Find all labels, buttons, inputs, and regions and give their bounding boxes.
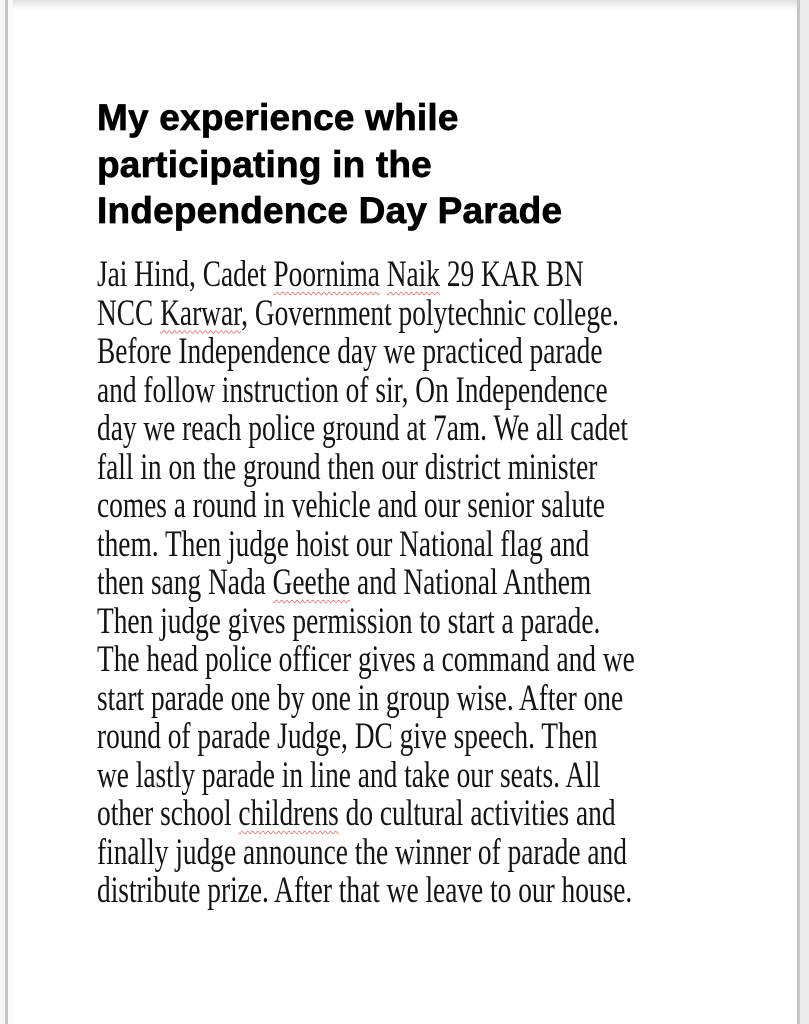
text-segment: Jai Hind, Cadet bbox=[97, 254, 274, 295]
text-segment: The head police officer gives a command and we bbox=[97, 639, 635, 680]
misspelled-word: Naik bbox=[386, 254, 440, 295]
body-line bbox=[97, 487, 635, 526]
body-line bbox=[97, 564, 635, 603]
body-line bbox=[97, 831, 635, 873]
text-segment bbox=[380, 254, 387, 295]
body-line bbox=[97, 256, 635, 295]
text-segment: finally judge announce the winner of parade and bbox=[97, 831, 627, 873]
text-segment: we lastly parade in line and take our seats. All bbox=[97, 754, 601, 796]
body-line bbox=[97, 523, 635, 565]
body-line bbox=[97, 872, 635, 911]
title-line: participating in the bbox=[97, 143, 432, 185]
text-segment: and National Anthem bbox=[350, 562, 592, 603]
document-body bbox=[97, 256, 809, 911]
title-line: Independence Day Parade bbox=[97, 190, 563, 231]
misspelled-word: childrens bbox=[238, 793, 339, 834]
text-segment: comes a round in vehicle and our senior salute bbox=[97, 485, 605, 526]
body-line bbox=[97, 795, 635, 834]
body-line bbox=[97, 600, 635, 642]
body-line bbox=[97, 677, 635, 719]
text-segment: Then judge gives permission to start a parade. bbox=[97, 600, 601, 642]
text-segment: other school bbox=[97, 793, 239, 834]
text-segment: start parade one by one in group wise. After one bbox=[97, 677, 624, 719]
body-line bbox=[97, 333, 635, 372]
text-segment: , Government polytechnic college. bbox=[241, 292, 620, 334]
top-shadow bbox=[0, 0, 809, 10]
text-segment: Before Independence day we practiced parade bbox=[97, 331, 603, 372]
body-line bbox=[97, 292, 635, 334]
text-segment: fall in on the ground then our district minister bbox=[97, 446, 598, 488]
text-segment: round of parade Judge, DC give speech. Then bbox=[97, 716, 598, 757]
body-line bbox=[97, 446, 635, 488]
text-segment: NCC bbox=[97, 292, 161, 334]
text-segment: distribute prize. After that we leave to our house. bbox=[97, 870, 633, 911]
text-segment: 29 KAR BN bbox=[439, 254, 584, 295]
body-line bbox=[97, 369, 635, 411]
text-segment: then sang Nada bbox=[97, 562, 273, 603]
misspelled-word: Geethe bbox=[272, 562, 351, 603]
text-segment: them. Then judge hoist our National flag and bbox=[97, 523, 590, 565]
body-line bbox=[97, 718, 635, 757]
misspelled-word: Poornima bbox=[273, 254, 380, 295]
document-title bbox=[97, 95, 562, 235]
body-line bbox=[97, 754, 635, 796]
text-segment: and follow instruction of sir, On Independence bbox=[97, 369, 608, 411]
title-line: My experience while bbox=[97, 97, 459, 138]
body-line bbox=[97, 641, 635, 680]
misspelled-word: Karwar bbox=[160, 292, 242, 334]
body-line bbox=[97, 410, 635, 449]
text-segment: day we reach police ground at 7am. We all cadet bbox=[97, 408, 628, 449]
text-segment: do cultural activities and bbox=[338, 793, 616, 834]
page-left-edge-highlight bbox=[8, 0, 13, 1024]
